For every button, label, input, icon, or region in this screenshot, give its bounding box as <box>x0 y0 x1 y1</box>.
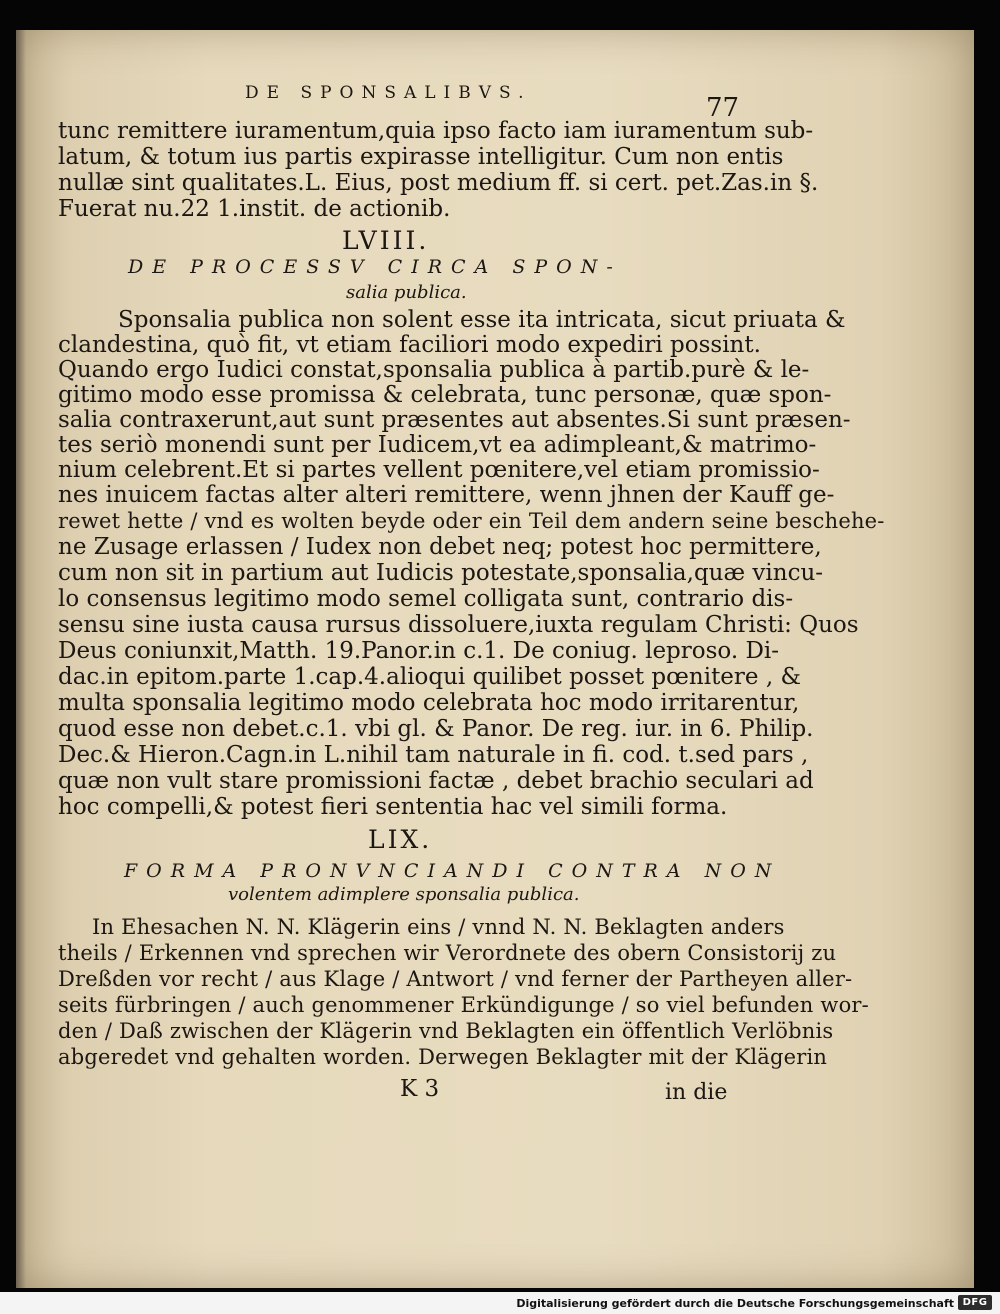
page-number: 77 <box>706 93 740 123</box>
text-line: quod esse non debet.c.1. vbi gl. & Panor. De reg. iur. in 6. Philip. <box>58 716 814 742</box>
section-heading-continued: volentem adimplere sponsalia publica. <box>228 884 580 905</box>
text-line: tes seriò monendi sunt per Iudicem,vt ea adimpleant,& matrimo- <box>58 432 817 458</box>
text-line: dac.in epitom.parte 1.cap.4.alioqui quilibet posset pœnitere , & <box>58 664 801 690</box>
dfg-logo[interactable]: DFG <box>958 1295 992 1310</box>
section-heading-continued: salia publica. <box>346 282 467 303</box>
page-gutter-shadow <box>16 30 26 1288</box>
text-line-blackletter: abgeredet vnd gehalten worden. Derwegen Beklagter mit der Klägerin <box>58 1045 828 1069</box>
signature-mark: K 3 <box>400 1076 440 1102</box>
text-line: nium celebrent.Et si partes vellent pœnitere,vel etiam promissio- <box>58 457 820 483</box>
text-line-blackletter: Dreßden vor recht / aus Klage / Antwort / vnd ferner der Partheyen aller- <box>58 967 853 991</box>
text-line: sensu sine iusta causa rursus dissoluere,iuxta regulam Christi: Quos <box>58 612 859 638</box>
text-line-blackletter: theils / Erkennen vnd sprechen wir Verordnete des obern Consistorij zu <box>58 941 837 965</box>
text-line: quæ non vult stare promissioni factæ , debet brachio seculari ad <box>58 768 814 794</box>
text-line: salia contraxerunt,aut sunt præsentes aut absentes.Si sunt præsen- <box>58 407 851 433</box>
section-number: LVIII. <box>342 226 430 255</box>
section-number: LIX. <box>368 825 433 854</box>
text-line-blackletter: seits fürbringen / auch genommener Erkündigunge / so viel befunden wor- <box>58 993 869 1017</box>
text-line: tunc remittere iuramentum,quia ipso facto iam iuramentum sub- <box>58 118 814 144</box>
text-line: gitimo modo esse promissa & celebrata, tunc personæ, quæ spon- <box>58 382 832 408</box>
section-heading: DE PROCESSV CIRCA SPON- <box>128 256 622 278</box>
text-line: Dec.& Hieron.Cagn.in L.nihil tam naturale in fi. cod. t.sed pars , <box>58 742 809 768</box>
text-line: clandestina, quò fit, vt etiam faciliori modo expediri possint. <box>58 332 761 358</box>
text-line: Fuerat nu.22 1.instit. de actionib. <box>58 196 451 222</box>
text-line: latum, & totum ius partis expirasse intelligitur. Cum non entis <box>58 144 784 170</box>
text-line-blackletter: den / Daß zwischen der Klägerin vnd Beklagten ein öffentlich Verlöbnis <box>58 1019 834 1043</box>
text-line-blackletter: In Ehesachen N. N. Klägerin eins / vnnd N. N. Beklagten anders <box>92 915 785 939</box>
running-title: DE SPONSALIBVS. <box>245 83 532 103</box>
catchword: in die <box>665 1080 728 1105</box>
text-line-blackletter: rewet hette / vnd es wolten beyde oder ein Teil dem andern seine beschehe- <box>58 509 885 533</box>
attribution-text: Digitalisierung gefördert durch die Deutsche Forschungsgemeinschaft <box>516 1297 954 1310</box>
text-line: cum non sit in partium aut Iudicis potestate,sponsalia,quæ vincu- <box>58 560 824 586</box>
section-heading: FORMA PRONVNCIANDI CONTRA NON <box>124 860 781 882</box>
text-line: lo consensus legitimo modo semel colligata sunt, contrario dis- <box>58 586 794 612</box>
text-line: hoc compelli,& potest fieri sententia hac vel simili forma. <box>58 794 728 820</box>
text-line: ne Zusage erlassen / Iudex non debet neq; potest hoc permittere, <box>58 534 822 560</box>
text-line: multa sponsalia legitimo modo celebrata hoc modo irritarentur, <box>58 690 800 716</box>
text-line: Deus coniunxit,Matth. 19.Panor.in c.1. De coniug. leproso. Di- <box>58 638 780 664</box>
text-line: nes inuicem factas alter alteri remittere, wenn jhnen der Kauff ge- <box>58 482 835 508</box>
text-line: Sponsalia publica non solent esse ita intricata, sicut priuata & <box>118 307 846 333</box>
text-line: Quando ergo Iudici constat,sponsalia publica à partib.purè & le- <box>58 357 810 383</box>
text-line: nullæ sint qualitates.L. Eius, post medium ff. si cert. pet.Zas.in §. <box>58 170 819 196</box>
